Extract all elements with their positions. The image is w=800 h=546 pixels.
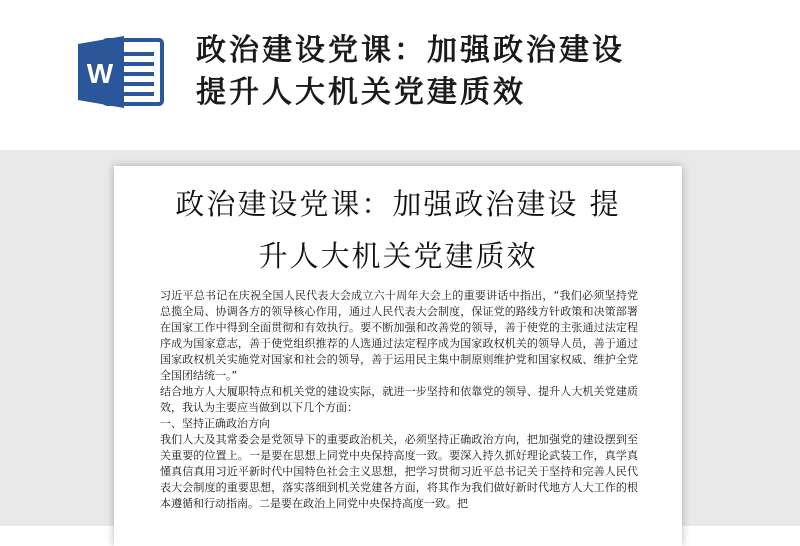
document-title-line-1: 政治建设党课：加强政治建设 提 (175, 187, 621, 221)
paragraph-context: 结合地方人大履职特点和机关党的建设实际，就进一步坚持和依靠党的领导、提升人大机关党建质效，我认为主要应当做到以下几个方面： (160, 385, 638, 414)
page-title-line-1: 政治建设党课：加强政治建设 (196, 33, 625, 68)
document-title (114, 178, 682, 282)
page-title (196, 30, 716, 114)
document-page (114, 166, 682, 546)
header (0, 0, 800, 150)
word-document-icon (78, 36, 164, 108)
document-title-line-2: 升人大机关党建质效 (258, 239, 538, 273)
paragraph-section-1: 我们人大及其常委会是党领导下的重要政治机关，必须坚持正确政治方向，把加强党的建设摆到至关重要的位置上。一是要在思想上同党中央保持高度一致。要深入持久抓好理论武装工作，真学真懂真信真用习近平新时代中国特色社会主义思想，把学习贯彻习近平总书记关于坚持和完善人民代表大会制度的重要思想，落实落细到机关党建各方面，将其作为我们做好新时代地方人大工作的根本遵循和行动指南。二是要在政治上同党中央保持高度一致。把 (160, 433, 638, 510)
word-icon-letter: W (86, 58, 114, 89)
page-title-line-2: 提升人大机关党建质效 (196, 75, 526, 110)
document-body (160, 288, 638, 512)
section-heading: 一、坚持正确政治方向 (160, 417, 270, 430)
paragraph-intro: 习近平总书记在庆祝全国人民代表大会成立六十周年大会上的重要讲话中指出，“我们必须坚持党总揽全局、协调各方的领导核心作用，通过人民代表大会制度，保证党的路线方针政策和决策部署在国家工作中得到全面贯彻和有效执行。要不断加强和改善党的领导，善于使党的主张通过法定程序成为国家意志，善于使党组织推荐的人选通过法定程序成为国家政权机关的领导人员，善于通过国家政权机关实施党对国家和社会的领导，善于运用民主集中制原则维护党和国家权威、维护全党全国团结统一。” (160, 289, 638, 382)
